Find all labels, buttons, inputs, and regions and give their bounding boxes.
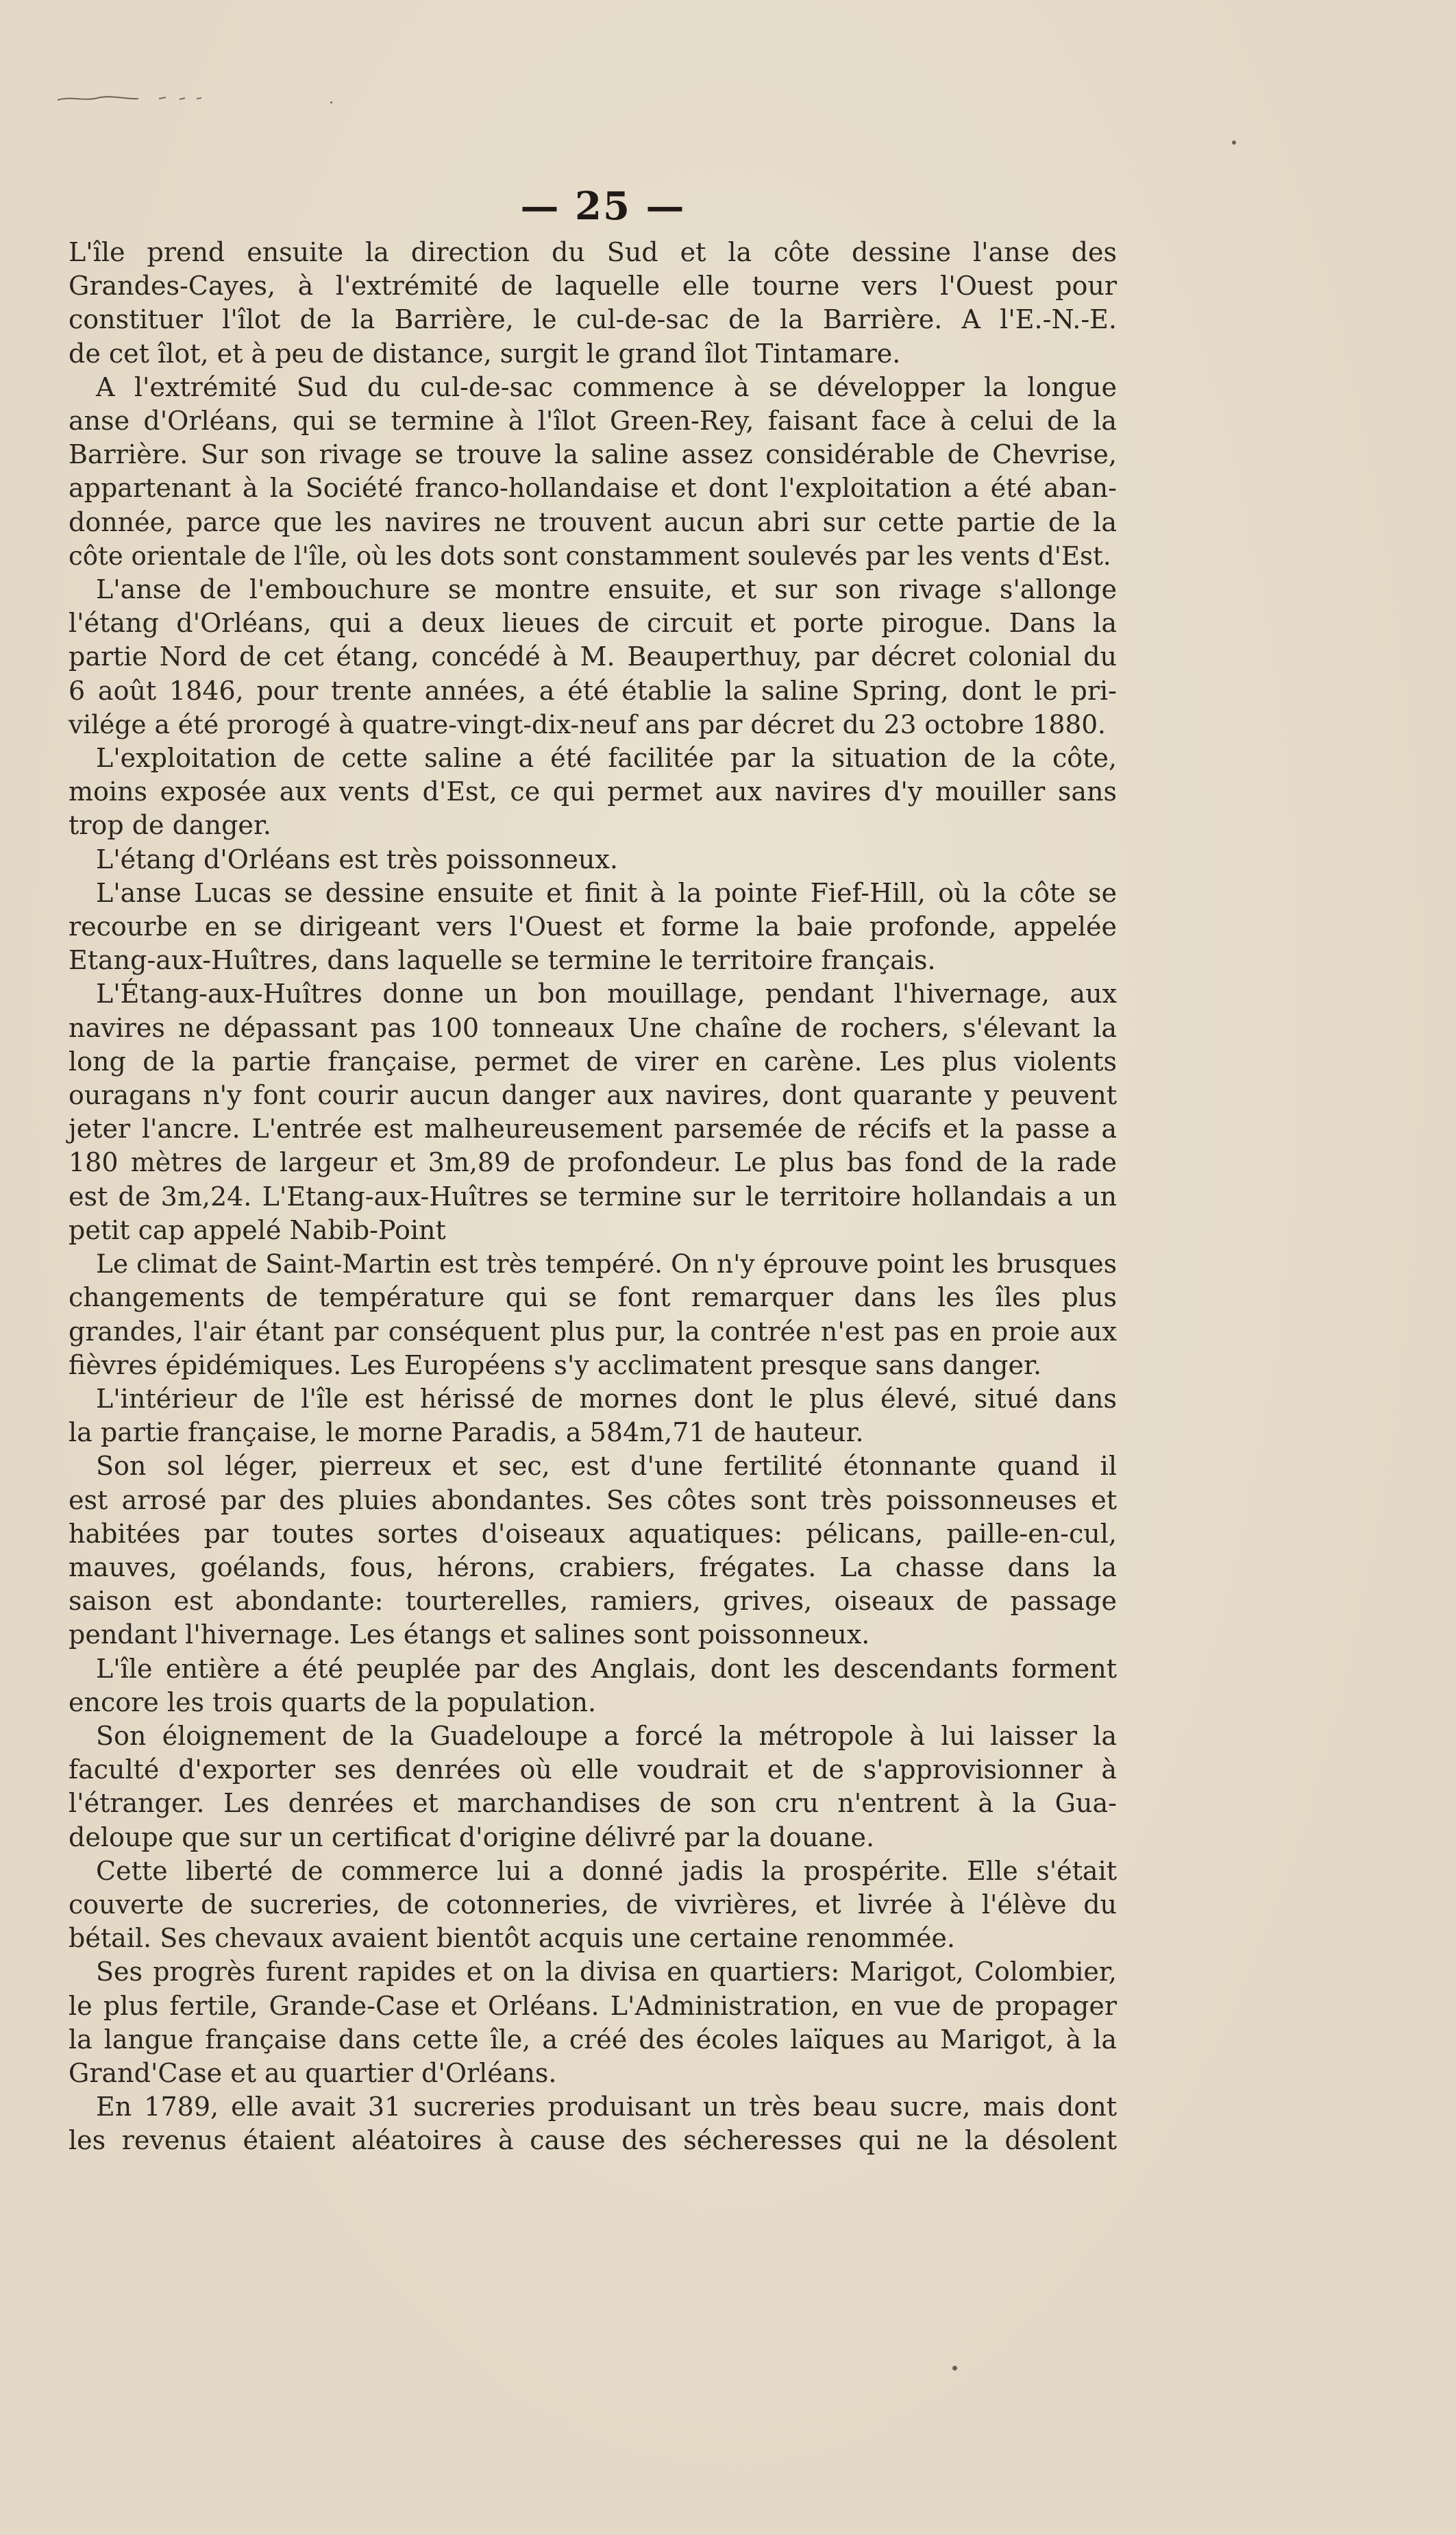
text-line: long de la partie française, permet de virer en carène. Les plus violents xyxy=(69,1046,1117,1077)
text-line: saison est abondante: tourterelles, ramiers, grives, oiseaux de passage xyxy=(69,1586,1117,1617)
paper-speck xyxy=(330,101,332,103)
text-line: petit cap appelé Nabib-Point xyxy=(69,1214,446,1245)
text-line: côte orientale de l'île, où les dots sont constamment soulevés par les vents d'Est. xyxy=(69,541,1111,571)
text-line: En 1789, elle avait 31 sucreries produisant un très beau sucre, mais dont xyxy=(96,2092,1117,2122)
pencil-scribble-mark xyxy=(56,90,221,106)
text-line: navires ne dépassant pas 100 tonneaux Une chaîne de rochers, s'élevant la xyxy=(69,1012,1117,1043)
text-line: 180 mètres de largeur et 3m,89 de profondeur. Le plus bas fond de la rade xyxy=(69,1147,1117,1178)
text-line: changements de température qui se font remarquer dans les îles plus xyxy=(69,1282,1117,1313)
text-line: L'Étang-aux-Huîtres donne un bon mouillage, pendant l'hivernage, aux xyxy=(96,979,1117,1009)
text-line: vilége a été prorogé à quatre-vingt-dix-neuf ans par décret du 23 octobre 1880. xyxy=(69,709,1106,739)
text-line: 6 août 1846, pour trente années, a été établie la saline Spring, dont le pri- xyxy=(69,675,1117,706)
text-line: faculté d'exporter ses denrées où elle voudrait et de s'approvisionner à xyxy=(69,1754,1117,1785)
text-line: mauves, goélands, fous, hérons, crabiers, frégates. La chasse dans la xyxy=(69,1552,1117,1582)
text-line: Ses progrès furent rapides et on la divisa en quartiers: Marigot, Colombier, xyxy=(96,1957,1117,1987)
text-line: L'étang d'Orléans est très poissonneux. xyxy=(96,844,618,874)
text-line: appartenant à la Société franco-hollandaise et dont l'exploitation a été aban- xyxy=(69,473,1117,504)
text-line: partie Nord de cet étang, concédé à M. Beauperthuy, par décret colonial du xyxy=(69,641,1117,672)
text-line: le plus fertile, Grande-Case et Orléans. L'Administration, en vue de propager xyxy=(69,1990,1117,2021)
text-line: Le climat de Saint-Martin est très tempéré. On n'y éprouve point les brusques xyxy=(96,1249,1117,1279)
text-line: L'île entière a été peuplée par des Anglais, dont les descendants forment xyxy=(96,1653,1117,1684)
text-line: de cet îlot, et à peu de distance, surgit le grand îlot Tintamare. xyxy=(69,338,901,369)
text-line: donnée, parce que les navires ne trouvent aucun abri sur cette partie de la xyxy=(69,506,1117,537)
text-line: trop de danger. xyxy=(69,810,271,841)
text-line: ouragans n'y font courir aucun danger aux navires, dont quarante y peuvent xyxy=(69,1080,1117,1111)
text-line: anse d'Orléans, qui se termine à l'îlot Green-Rey, faisant face à celui de la xyxy=(69,406,1117,437)
text-line: Barrière. Sur son rivage se trouve la saline assez considérable de Chevrise, xyxy=(69,439,1117,470)
text-line: L'intérieur de l'île est hérissé de mornes dont le plus élevé, situé dans xyxy=(96,1383,1117,1414)
text-line: habitées par toutes sortes d'oiseaux aquatiques: pélicans, paille-en-cul, xyxy=(69,1518,1117,1549)
text-line: A l'extrémité Sud du cul-de-sac commence à se développer la longue xyxy=(96,371,1117,402)
text-line: constituer l'îlot de la Barrière, le cul-de-sac de la Barrière. A l'E.-N.-E. xyxy=(69,304,1117,335)
text-line: couverte de sucreries, de cotonneries, de vivrières, et livrée à l'élève du xyxy=(69,1889,1117,1920)
paper-speck xyxy=(952,2366,957,2371)
text-line: grandes, l'air étant par conséquent plus pur, la contrée n'est pas en proie aux xyxy=(69,1316,1117,1347)
text-line: deloupe que sur un certificat d'origine délivré par la douane. xyxy=(69,1822,875,1852)
text-line: les revenus étaient aléatoires à cause des sécheresses qui ne la désolent xyxy=(69,2125,1117,2156)
text-line: L'île prend ensuite la direction du Sud et la côte dessine l'anse des xyxy=(69,237,1117,267)
text-line: l'étang d'Orléans, qui a deux lieues de circuit et porte pirogue. Dans la xyxy=(69,608,1117,639)
text-line: est de 3m,24. L'Etang-aux-Huîtres se termine sur le territoire hollandais a un xyxy=(69,1181,1117,1212)
text-line: Son sol léger, pierreux et sec, est d'une fertilité étonnante quand il xyxy=(96,1451,1117,1482)
text-line: recourbe en se dirigeant vers l'Ouest et forme la baie profonde, appelée xyxy=(69,911,1117,942)
text-line: Son éloignement de la Guadeloupe a forcé la métropole à lui laisser la xyxy=(96,1720,1117,1751)
text-line: bétail. Ses chevaux avaient bientôt acquis une certaine renommée. xyxy=(69,1923,956,1954)
text-line: Grand'Case et au quartier d'Orléans. xyxy=(69,2057,557,2088)
text-line: Cette liberté de commerce lui a donné jadis la prospérite. Elle s'était xyxy=(96,1855,1117,1886)
text-line: l'étranger. Les denrées et marchandises de son cru n'entrent à la Gua- xyxy=(69,1788,1117,1819)
paper-speck xyxy=(1232,140,1236,145)
text-line: fièvres épidémiques. Les Européens s'y acclimatent presque sans danger. xyxy=(69,1349,1042,1380)
text-line: Grandes-Cayes, à l'extrémité de laquelle elle tourne vers l'Ouest pour xyxy=(69,271,1117,302)
text-line: la langue française dans cette île, a créé des écoles laïques au Marigot, à la xyxy=(69,2024,1117,2055)
text-line: moins exposée aux vents d'Est, ce qui permet aux navires d'y mouiller sans xyxy=(69,776,1117,807)
text-line: la partie française, le morne Paradis, a 584m,71 de hauteur. xyxy=(69,1417,864,1448)
text-line: jeter l'ancre. L'entrée est malheureusement parsemée de récifs et la passe a xyxy=(69,1114,1117,1144)
text-line: L'anse de l'embouchure se montre ensuite, et sur son rivage s'allonge xyxy=(96,574,1117,605)
text-line: pendant l'hivernage. Les étangs et salines sont poissonneux. xyxy=(69,1619,870,1650)
page-number: — 25 — xyxy=(520,184,686,229)
text-line: est arrosé par des pluies abondantes. Ses côtes sont très poissonneuses et xyxy=(69,1484,1117,1515)
text-line: encore les trois quarts de la population. xyxy=(69,1687,597,1717)
text-line: L'anse Lucas se dessine ensuite et finit à la pointe Fief-Hill, où la côte se xyxy=(96,877,1117,908)
text-line: L'exploitation de cette saline a été facilitée par la situation de la côte, xyxy=(96,743,1117,774)
text-line: Etang-aux-Huîtres, dans laquelle se termine le territoire français. xyxy=(69,945,936,976)
body-text xyxy=(69,236,1117,2158)
